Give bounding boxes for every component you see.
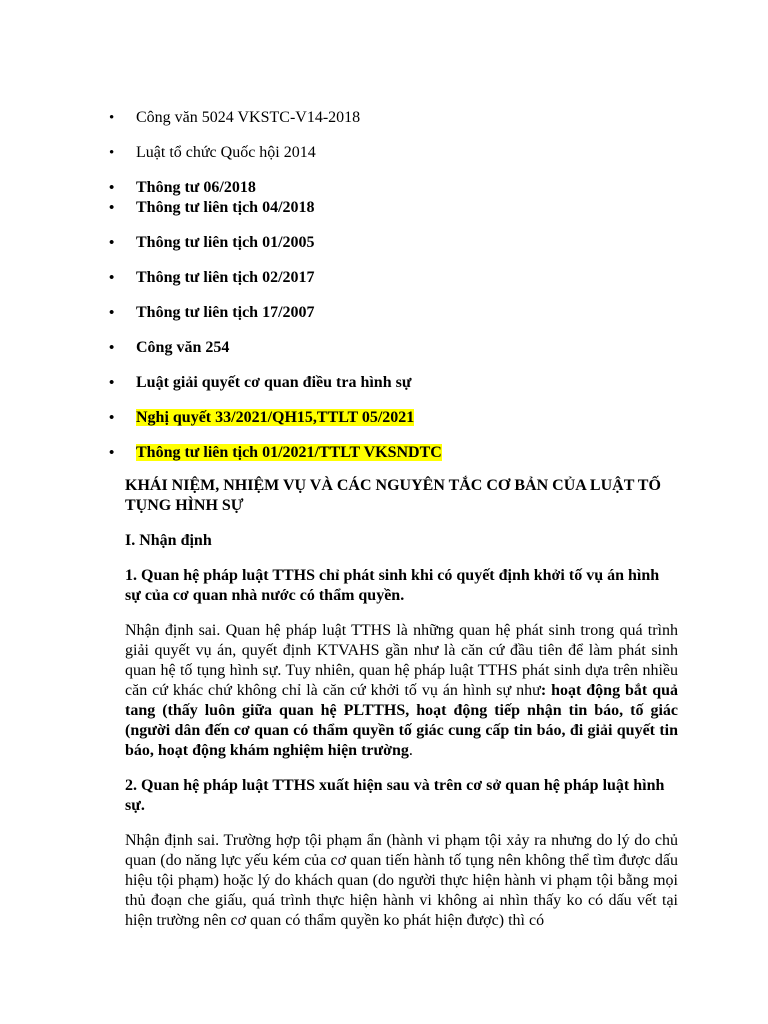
question-1-answer (125, 621, 678, 761)
list-item: • Thông tư liên tịch 01/2005 (0, 233, 768, 253)
list-item: • Thông tư liên tịch 17/2007 (0, 303, 768, 323)
question-2-answer: Nhận định sai. Trường hợp tội phạm ẩn (hành vi phạm tội xảy ra nhưng do lý do chủ quan (do năng lực yếu kém của cơ quan tiến hành tố tụng nên không thể tìm được dấu hiệu tội phạm) hoặc lý do khách quan (do người thực hiện hành vi phạm tội bằng mọi thủ đoạn che giấu, quá trình thực hiện hành vi không ai nhìn thấy ko có dấu vết tại hiện trường nên cơ quan có thẩm quyền ko phát hiện được) thì có (125, 832, 678, 929)
chapter-heading: KHÁI NIỆM, NHIỆM VỤ VÀ CÁC NGUYÊN TẮC CƠ BẢN CỦA LUẬT TỐ TỤNG HÌNH SỰ (125, 477, 661, 514)
answer-bold-text: : hoạt động bắt quả tang (thấy luôn giữa quan hệ PLTTHS, hoạt động tiếp nhận tin báo, tố giác (người dân đến cơ quan có thẩm quyền tố giác cung cấp tin báo, đi giải quyết tin báo, hoạt động khám nghiệm hiện trường (125, 682, 679, 759)
answer-end: . (408, 742, 413, 759)
document-body (125, 476, 678, 946)
list-item (0, 408, 768, 428)
list-item: • Luật giải quyết cơ quan điều tra hình sự (0, 373, 768, 393)
list-item: • Công văn 5024 VKSTC-V14-2018 (0, 108, 768, 128)
highlighted-text: Thông tư liên tịch 01/2021/TTLT VKSNDTC (136, 444, 442, 461)
list-item (0, 443, 768, 463)
question-1-title: 1. Quan hệ pháp luật TTHS chỉ phát sinh khi có quyết định khởi tố vụ án hình sự của cơ quan nhà nước có thẩm quyền. (125, 567, 660, 604)
highlighted-text: Nghị quyết 33/2021/QH15,TTLT 05/2021 (136, 409, 415, 426)
list-item: • Công văn 254 (0, 338, 768, 358)
list-item: • Thông tư 06/2018 (0, 178, 768, 198)
answer-text: Nhận định sai. Quan hệ pháp luật TTHS là những quan hệ phát sinh trong quá trình giải quyết vụ án, quyết định KTVAHS gần như là căn cứ đầu tiên để làm phát sinh quan hệ tố tụng hình sự. Tuy nhiên, quan hệ pháp luật TTHS phát sinh dựa trên nhiều căn cứ khác chứ không chỉ là căn cứ khởi tố vụ án hình sự như (125, 622, 678, 699)
list-item: • Thông tư liên tịch 02/2017 (0, 268, 768, 288)
reference-list (0, 108, 768, 463)
section-title: I. Nhận định (125, 532, 212, 549)
list-item: • Luật tổ chức Quốc hội 2014 (0, 143, 768, 163)
list-item: • Thông tư liên tịch 04/2018 (0, 198, 768, 218)
question-2-title: 2. Quan hệ pháp luật TTHS xuất hiện sau và trên cơ sở quan hệ pháp luật hình sự. (125, 777, 665, 814)
